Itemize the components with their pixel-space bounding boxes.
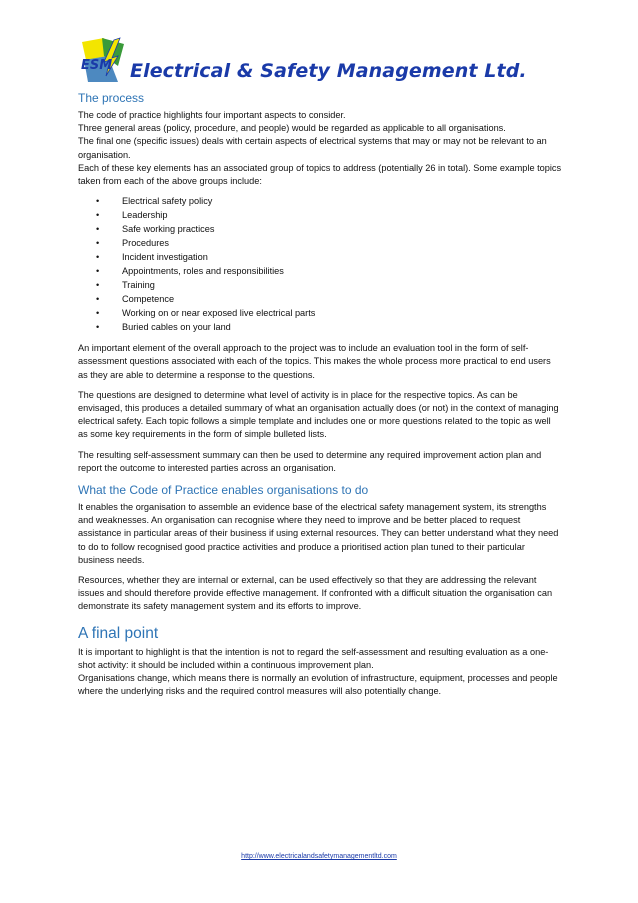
list-item: • Training — [96, 280, 155, 291]
bullet-icon: • — [96, 210, 100, 221]
footer-link[interactable]: http://www.electricalandsafetymanagementltd.com — [241, 853, 397, 860]
section-heading-process: The process — [78, 91, 145, 105]
paragraph: The final one (specific issues) deals with certain aspects of electrical systems that may or may not be relevant to an organisation. — [78, 136, 547, 160]
bullet-icon: • — [96, 266, 100, 277]
example-topics-list — [78, 194, 562, 334]
section-heading-final: A final point — [78, 624, 159, 642]
list-item: • Electrical safety policy — [96, 196, 213, 207]
bullet-icon: • — [96, 238, 100, 249]
list-item: • Safe working practices — [96, 224, 215, 235]
paragraph: The code of practice highlights four important aspects to consider. — [78, 110, 346, 120]
list-item: • Procedures — [96, 238, 169, 249]
bullet-icon: • — [96, 280, 100, 291]
bullet-icon: • — [96, 322, 100, 333]
paragraph: Each of these key elements has an associated group of topics to address (potentially 26 in total). Some example topics taken from each of the above groups include: — [78, 162, 562, 187]
paragraph: Three general areas (policy, procedure, and people) would be regarded as applicable to all organisations. — [78, 123, 506, 134]
bullet-icon: • — [96, 252, 100, 263]
esm-logo-icon — [78, 36, 126, 84]
company-name: Electrical & Safety Management Ltd. — [130, 60, 527, 82]
bullet-icon: • — [96, 196, 100, 207]
list-item: • Working on or near exposed live electrical parts — [96, 308, 316, 319]
bullet-icon: • — [96, 224, 100, 235]
paragraph: The questions are designed to determine what level of activity is in place for the respective topics. As can be envisaged, this produces a detailed summary of what an organisation actually does (or not) in the context of managing electrical safety. Each topic follows a simple template and includes one or more questions related to the topic as well as some key requirements in the form of simple bulleted lists. — [78, 389, 559, 440]
list-item: • Leadership — [96, 210, 168, 221]
bullet-icon: • — [96, 294, 100, 305]
list-item: • Appointments, roles and responsibilities — [96, 266, 284, 277]
paragraph: It enables the organisation to assemble an evidence base of the electrical safety management system, its strengths and weaknesses. An organisation can recognise where they need to improve and be better placed to request assistance in particular areas of their business if using external resources. They can better understand what they need to do to follow recognised good practice activities and produce a prioritised action plan tuned to their particular business needs. — [78, 502, 559, 565]
logo-text: ESM — [81, 58, 113, 73]
paragraph: It is important to highlight is that the intention is not to regard the self-assessment and resulting evaluation as a one-shot activity: it should be included within a continuous improvement plan. — [78, 646, 549, 670]
paragraph: Resources, whether they are internal or external, can be used effectively so that they are addressing the relevant issues and should therefore provide effective management. If confronted with a difficult situation the organisation can demonstrate its safety management system and its efforts to improve. — [78, 575, 553, 612]
list-item: • Buried cables on your land — [96, 322, 231, 333]
document-body — [78, 90, 562, 698]
bullet-icon: • — [96, 308, 100, 319]
paragraph: An important element of the overall approach to the project was to include an evaluation tool in the form of self-assessment questions associated with each of the topics. This makes the whole process more practical to end users as they are able to determine a response to the questions. — [78, 343, 551, 380]
list-item: • Competence — [96, 294, 175, 305]
paragraph: The resulting self-assessment summary can then be used to determine any required improvement action plan and report the outcome to interested parties across an organisation. — [78, 449, 542, 473]
list-item: • Incident investigation — [96, 252, 208, 263]
page-header — [78, 36, 578, 86]
paragraph: Organisations change, which means there is normally an evolution of infrastructure, equipment, processes and people where the underlying risks and the required control measures will also potentially change. — [78, 673, 558, 697]
section-heading-enables: What the Code of Practice enables organisations to do — [78, 483, 369, 498]
